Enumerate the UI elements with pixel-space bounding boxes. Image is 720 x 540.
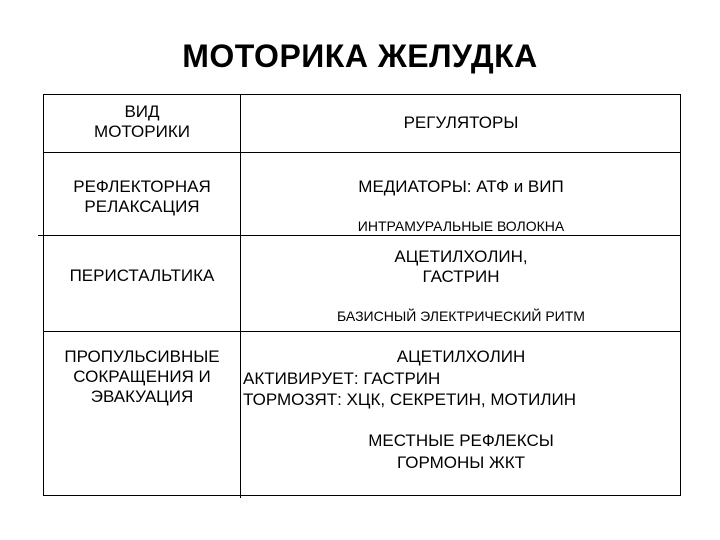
header-motility-type bbox=[44, 102, 240, 142]
row2-motility-type: ПЕРИСТАЛЬТИКА bbox=[69, 266, 215, 285]
row3-type-line2: СОКРАЩЕНИЯ И bbox=[73, 367, 211, 386]
header-left-line2: МОТОРИКИ bbox=[94, 122, 190, 141]
row1-regulator-sub: ИНТРАМУРАЛЬНЫЕ ВОЛОКНА bbox=[357, 218, 565, 234]
row-divider-header bbox=[43, 152, 681, 153]
row3-reg-inhibits: ТОРМОЗЯТ: ХЦК, СЕКРЕТИН, МОТИЛИН bbox=[243, 390, 576, 409]
row3-reg-line1: АЦЕТИЛХОЛИН bbox=[396, 347, 526, 366]
row3-type-line1: ПРОПУЛЬСИВНЫЕ bbox=[64, 347, 220, 366]
row2-reg-line1: АЦЕТИЛХОЛИН, bbox=[394, 247, 528, 266]
header-regulators: РЕГУЛЯТОРЫ bbox=[403, 113, 519, 132]
row2-regulator-main bbox=[241, 247, 681, 287]
row3-reg-line4: МЕСТНЫЕ РЕФЛЕКСЫ bbox=[368, 431, 554, 450]
row1-regulator-main: МЕДИАТОРЫ: АТФ и ВИП bbox=[358, 177, 564, 196]
row2-regulator-sub: БАЗИСНЫЙ ЭЛЕКТРИЧЕСКИЙ РИТМ bbox=[337, 308, 585, 324]
page-title: МОТОРИКА ЖЕЛУДКА bbox=[182, 38, 538, 74]
row1-type-line2: РЕЛАКСАЦИЯ bbox=[84, 197, 200, 216]
row3-reg-activates: АКТИВИРУЕТ: ГАСТРИН bbox=[243, 369, 441, 388]
header-left-line1: ВИД bbox=[124, 102, 160, 121]
row3-reg-line5: ГОРМОНЫ ЖКТ bbox=[396, 453, 526, 472]
row1-type-line1: РЕФЛЕКТОРНАЯ bbox=[73, 177, 211, 196]
row3-motility-type bbox=[44, 347, 240, 407]
row3-type-line3: ЭВАКУАЦИЯ bbox=[90, 387, 194, 406]
row-divider-2 bbox=[43, 331, 681, 332]
row1-motility-type bbox=[44, 177, 240, 217]
row2-reg-line2: ГАСТРИН bbox=[422, 267, 500, 286]
